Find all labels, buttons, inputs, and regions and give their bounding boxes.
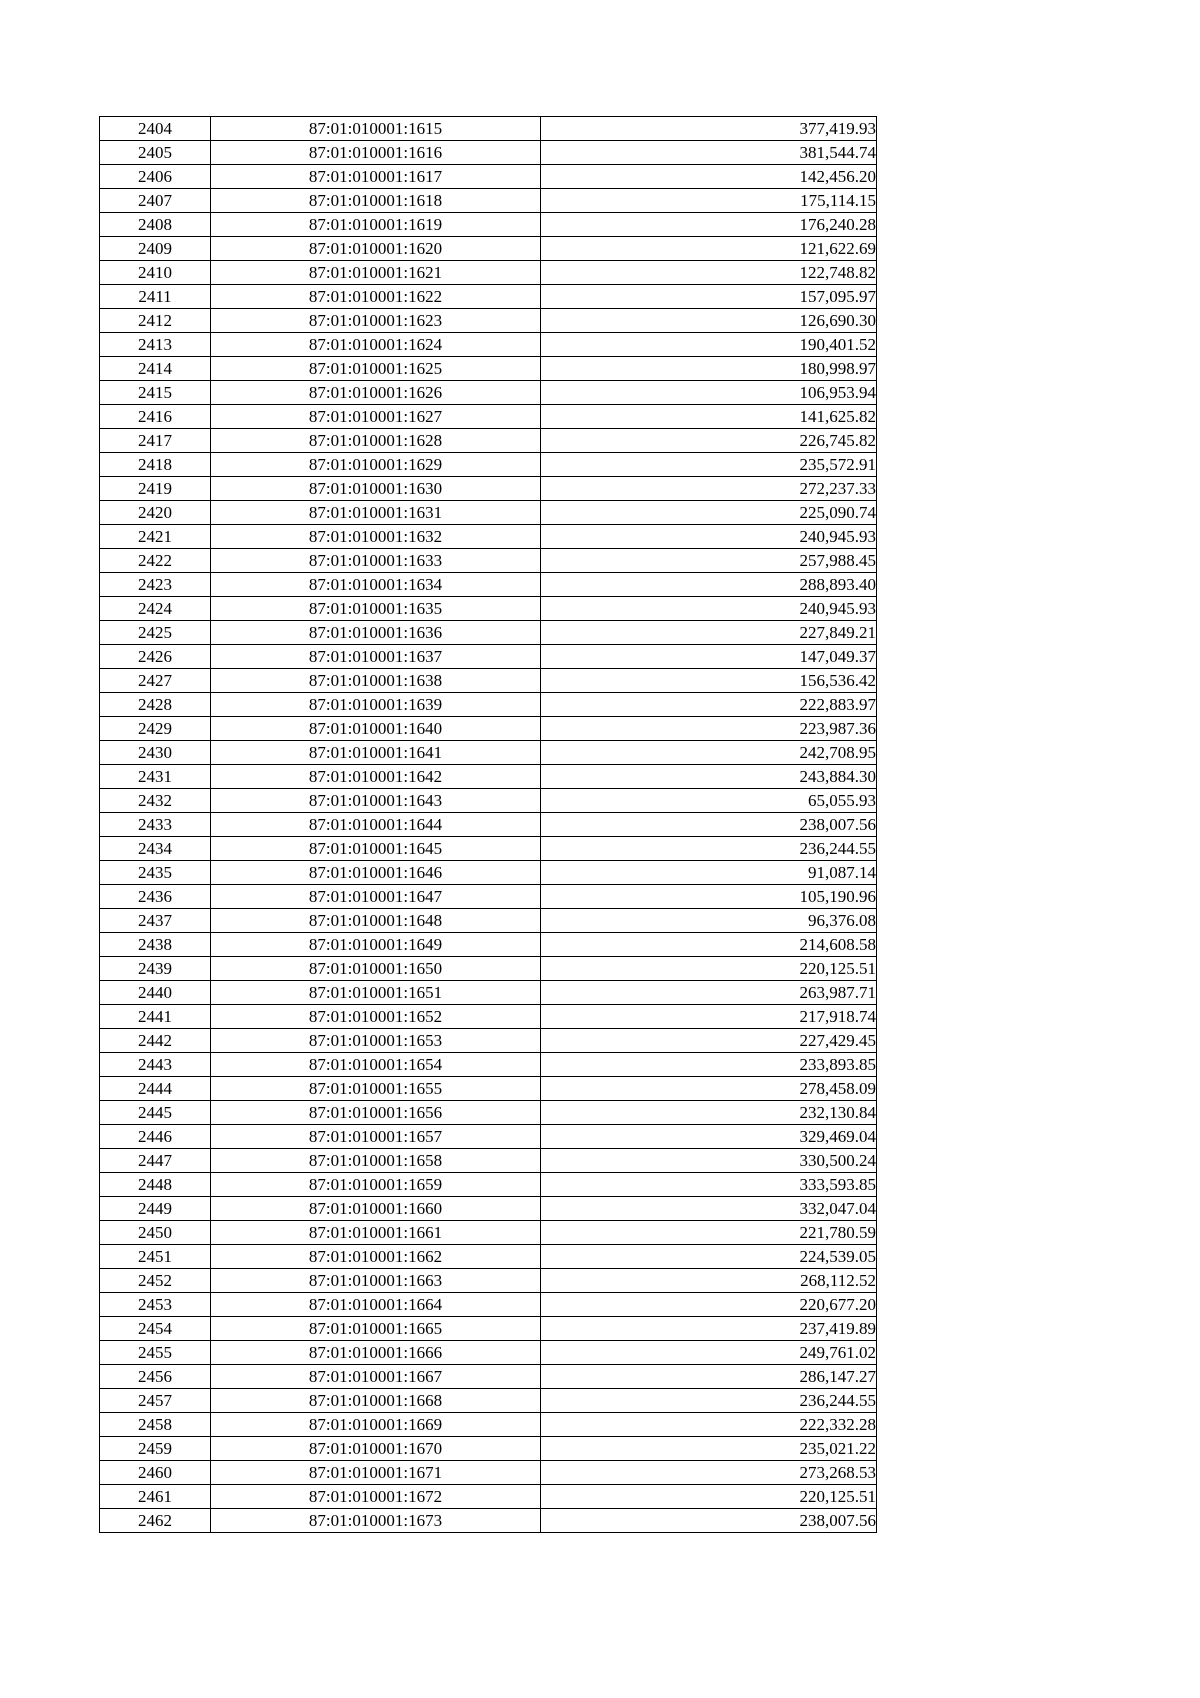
table-row: [100, 237, 877, 261]
value-cell: 235,021.22: [541, 1437, 877, 1461]
cadastral-number-cell: 87:01:010001:1639: [211, 693, 541, 717]
cadastral-number-cell: 87:01:010001:1649: [211, 933, 541, 957]
row-number-cell: 2431: [100, 765, 211, 789]
table-row: [100, 429, 877, 453]
cadastral-number-cell: 87:01:010001:1672: [211, 1485, 541, 1509]
cadastral-number-cell: 87:01:010001:1662: [211, 1245, 541, 1269]
cadastral-number-cell: 87:01:010001:1618: [211, 189, 541, 213]
table-row: [100, 1245, 877, 1269]
value-cell: 121,622.69: [541, 237, 877, 261]
cadastral-number-cell: 87:01:010001:1664: [211, 1293, 541, 1317]
row-number-cell: 2454: [100, 1317, 211, 1341]
cadastral-number-cell: 87:01:010001:1661: [211, 1221, 541, 1245]
value-cell: 381,544.74: [541, 141, 877, 165]
row-number-cell: 2425: [100, 621, 211, 645]
row-number-cell: 2443: [100, 1053, 211, 1077]
value-cell: 142,456.20: [541, 165, 877, 189]
cadastral-number-cell: 87:01:010001:1622: [211, 285, 541, 309]
table-row: [100, 1413, 877, 1437]
cadastral-number-cell: 87:01:010001:1628: [211, 429, 541, 453]
cadastral-number-cell: 87:01:010001:1673: [211, 1509, 541, 1533]
value-cell: 238,007.56: [541, 1509, 877, 1533]
table-row: [100, 477, 877, 501]
row-number-cell: 2453: [100, 1293, 211, 1317]
table-row: [100, 1173, 877, 1197]
table-row: [100, 1341, 877, 1365]
table-row: [100, 1437, 877, 1461]
row-number-cell: 2435: [100, 861, 211, 885]
table-row: [100, 1221, 877, 1245]
row-number-cell: 2461: [100, 1485, 211, 1509]
table-row: [100, 1197, 877, 1221]
table-row: [100, 717, 877, 741]
table-row: [100, 1485, 877, 1509]
value-cell: 106,953.94: [541, 381, 877, 405]
table-row: [100, 765, 877, 789]
table-row: [100, 141, 877, 165]
table-body: [100, 117, 877, 1533]
table-row: [100, 1149, 877, 1173]
table-row: [100, 309, 877, 333]
table-row: [100, 1389, 877, 1413]
value-cell: 257,988.45: [541, 549, 877, 573]
cadastral-number-cell: 87:01:010001:1671: [211, 1461, 541, 1485]
value-cell: 91,087.14: [541, 861, 877, 885]
row-number-cell: 2450: [100, 1221, 211, 1245]
cadastral-number-cell: 87:01:010001:1652: [211, 1005, 541, 1029]
row-number-cell: 2437: [100, 909, 211, 933]
cadastral-number-cell: 87:01:010001:1660: [211, 1197, 541, 1221]
cadastral-number-cell: 87:01:010001:1625: [211, 357, 541, 381]
table-row: [100, 669, 877, 693]
table-row: [100, 1509, 877, 1533]
row-number-cell: 2456: [100, 1365, 211, 1389]
value-cell: 65,055.93: [541, 789, 877, 813]
table-row: [100, 573, 877, 597]
table-row: [100, 285, 877, 309]
cadastral-number-cell: 87:01:010001:1659: [211, 1173, 541, 1197]
table-row: [100, 1365, 877, 1389]
row-number-cell: 2417: [100, 429, 211, 453]
cadastral-number-cell: 87:01:010001:1627: [211, 405, 541, 429]
row-number-cell: 2438: [100, 933, 211, 957]
row-number-cell: 2407: [100, 189, 211, 213]
cadastral-number-cell: 87:01:010001:1637: [211, 645, 541, 669]
table-row: [100, 981, 877, 1005]
table-row: [100, 813, 877, 837]
cadastral-number-cell: 87:01:010001:1645: [211, 837, 541, 861]
row-number-cell: 2452: [100, 1269, 211, 1293]
cadastral-number-cell: 87:01:010001:1647: [211, 885, 541, 909]
cadastral-number-cell: 87:01:010001:1640: [211, 717, 541, 741]
value-cell: 278,458.09: [541, 1077, 877, 1101]
value-cell: 329,469.04: [541, 1125, 877, 1149]
value-cell: 141,625.82: [541, 405, 877, 429]
table-row: [100, 741, 877, 765]
cadastral-number-cell: 87:01:010001:1668: [211, 1389, 541, 1413]
cadastral-value-table: [99, 116, 877, 1533]
cadastral-number-cell: 87:01:010001:1658: [211, 1149, 541, 1173]
value-cell: 222,332.28: [541, 1413, 877, 1437]
row-number-cell: 2457: [100, 1389, 211, 1413]
value-cell: 263,987.71: [541, 981, 877, 1005]
cadastral-number-cell: 87:01:010001:1642: [211, 765, 541, 789]
row-number-cell: 2422: [100, 549, 211, 573]
cadastral-number-cell: 87:01:010001:1635: [211, 597, 541, 621]
value-cell: 147,049.37: [541, 645, 877, 669]
value-cell: 224,539.05: [541, 1245, 877, 1269]
value-cell: 243,884.30: [541, 765, 877, 789]
row-number-cell: 2412: [100, 309, 211, 333]
row-number-cell: 2418: [100, 453, 211, 477]
row-number-cell: 2442: [100, 1029, 211, 1053]
table-row: [100, 909, 877, 933]
value-cell: 176,240.28: [541, 213, 877, 237]
table-row: [100, 621, 877, 645]
value-cell: 175,114.15: [541, 189, 877, 213]
table-row: [100, 189, 877, 213]
table-row: [100, 645, 877, 669]
value-cell: 220,125.51: [541, 957, 877, 981]
cadastral-number-cell: 87:01:010001:1620: [211, 237, 541, 261]
value-cell: 227,429.45: [541, 1029, 877, 1053]
cadastral-number-cell: 87:01:010001:1653: [211, 1029, 541, 1053]
row-number-cell: 2415: [100, 381, 211, 405]
cadastral-number-cell: 87:01:010001:1644: [211, 813, 541, 837]
table-row: [100, 1053, 877, 1077]
value-cell: 249,761.02: [541, 1341, 877, 1365]
row-number-cell: 2441: [100, 1005, 211, 1029]
value-cell: 333,593.85: [541, 1173, 877, 1197]
table-row: [100, 1029, 877, 1053]
value-cell: 330,500.24: [541, 1149, 877, 1173]
row-number-cell: 2405: [100, 141, 211, 165]
value-cell: 242,708.95: [541, 741, 877, 765]
table-row: [100, 1125, 877, 1149]
cadastral-number-cell: 87:01:010001:1626: [211, 381, 541, 405]
row-number-cell: 2434: [100, 837, 211, 861]
value-cell: 286,147.27: [541, 1365, 877, 1389]
table-row: [100, 1269, 877, 1293]
value-cell: 272,237.33: [541, 477, 877, 501]
cadastral-number-cell: 87:01:010001:1669: [211, 1413, 541, 1437]
row-number-cell: 2432: [100, 789, 211, 813]
row-number-cell: 2459: [100, 1437, 211, 1461]
row-number-cell: 2439: [100, 957, 211, 981]
table-row: [100, 861, 877, 885]
table-row: [100, 597, 877, 621]
row-number-cell: 2449: [100, 1197, 211, 1221]
value-cell: 233,893.85: [541, 1053, 877, 1077]
value-cell: 157,095.97: [541, 285, 877, 309]
row-number-cell: 2410: [100, 261, 211, 285]
value-cell: 240,945.93: [541, 597, 877, 621]
value-cell: 237,419.89: [541, 1317, 877, 1341]
cadastral-number-cell: 87:01:010001:1670: [211, 1437, 541, 1461]
row-number-cell: 2416: [100, 405, 211, 429]
cadastral-number-cell: 87:01:010001:1617: [211, 165, 541, 189]
value-cell: 235,572.91: [541, 453, 877, 477]
value-cell: 240,945.93: [541, 525, 877, 549]
table-row: [100, 789, 877, 813]
row-number-cell: 2436: [100, 885, 211, 909]
table-row: [100, 549, 877, 573]
row-number-cell: 2445: [100, 1101, 211, 1125]
row-number-cell: 2426: [100, 645, 211, 669]
cadastral-number-cell: 87:01:010001:1621: [211, 261, 541, 285]
row-number-cell: 2420: [100, 501, 211, 525]
value-cell: 96,376.08: [541, 909, 877, 933]
value-cell: 156,536.42: [541, 669, 877, 693]
value-cell: 217,918.74: [541, 1005, 877, 1029]
cadastral-number-cell: 87:01:010001:1638: [211, 669, 541, 693]
table-row: [100, 1317, 877, 1341]
value-cell: 220,677.20: [541, 1293, 877, 1317]
cadastral-number-cell: 87:01:010001:1615: [211, 117, 541, 141]
value-cell: 122,748.82: [541, 261, 877, 285]
value-cell: 214,608.58: [541, 933, 877, 957]
cadastral-number-cell: 87:01:010001:1650: [211, 957, 541, 981]
cadastral-number-cell: 87:01:010001:1655: [211, 1077, 541, 1101]
value-cell: 227,849.21: [541, 621, 877, 645]
row-number-cell: 2448: [100, 1173, 211, 1197]
table-row: [100, 1293, 877, 1317]
value-cell: 232,130.84: [541, 1101, 877, 1125]
cadastral-number-cell: 87:01:010001:1648: [211, 909, 541, 933]
table-row: [100, 933, 877, 957]
row-number-cell: 2409: [100, 237, 211, 261]
table-row: [100, 453, 877, 477]
row-number-cell: 2429: [100, 717, 211, 741]
value-cell: 377,419.93: [541, 117, 877, 141]
value-cell: 236,244.55: [541, 1389, 877, 1413]
value-cell: 273,268.53: [541, 1461, 877, 1485]
table-row: [100, 693, 877, 717]
row-number-cell: 2447: [100, 1149, 211, 1173]
cadastral-number-cell: 87:01:010001:1666: [211, 1341, 541, 1365]
table-row: [100, 165, 877, 189]
cadastral-number-cell: 87:01:010001:1634: [211, 573, 541, 597]
value-cell: 225,090.74: [541, 501, 877, 525]
cadastral-number-cell: 87:01:010001:1654: [211, 1053, 541, 1077]
cadastral-number-cell: 87:01:010001:1632: [211, 525, 541, 549]
cadastral-number-cell: 87:01:010001:1651: [211, 981, 541, 1005]
value-cell: 223,987.36: [541, 717, 877, 741]
table-row: [100, 261, 877, 285]
cadastral-number-cell: 87:01:010001:1657: [211, 1125, 541, 1149]
row-number-cell: 2423: [100, 573, 211, 597]
cadastral-number-cell: 87:01:010001:1641: [211, 741, 541, 765]
cadastral-number-cell: 87:01:010001:1624: [211, 333, 541, 357]
value-cell: 222,883.97: [541, 693, 877, 717]
table-row: [100, 1461, 877, 1485]
row-number-cell: 2411: [100, 285, 211, 309]
cadastral-number-cell: 87:01:010001:1663: [211, 1269, 541, 1293]
cadastral-number-cell: 87:01:010001:1656: [211, 1101, 541, 1125]
cadastral-number-cell: 87:01:010001:1636: [211, 621, 541, 645]
row-number-cell: 2455: [100, 1341, 211, 1365]
cadastral-number-cell: 87:01:010001:1667: [211, 1365, 541, 1389]
cadastral-number-cell: 87:01:010001:1646: [211, 861, 541, 885]
value-cell: 226,745.82: [541, 429, 877, 453]
row-number-cell: 2404: [100, 117, 211, 141]
table-row: [100, 1077, 877, 1101]
row-number-cell: 2446: [100, 1125, 211, 1149]
value-cell: 332,047.04: [541, 1197, 877, 1221]
row-number-cell: 2414: [100, 357, 211, 381]
row-number-cell: 2440: [100, 981, 211, 1005]
table-row: [100, 213, 877, 237]
row-number-cell: 2444: [100, 1077, 211, 1101]
table-row: [100, 117, 877, 141]
cadastral-number-cell: 87:01:010001:1623: [211, 309, 541, 333]
row-number-cell: 2406: [100, 165, 211, 189]
value-cell: 180,998.97: [541, 357, 877, 381]
cadastral-number-cell: 87:01:010001:1665: [211, 1317, 541, 1341]
table-row: [100, 957, 877, 981]
cadastral-number-cell: 87:01:010001:1629: [211, 453, 541, 477]
value-cell: 236,244.55: [541, 837, 877, 861]
row-number-cell: 2433: [100, 813, 211, 837]
table-row: [100, 885, 877, 909]
value-cell: 105,190.96: [541, 885, 877, 909]
cadastral-number-cell: 87:01:010001:1633: [211, 549, 541, 573]
table-row: [100, 405, 877, 429]
value-cell: 220,125.51: [541, 1485, 877, 1509]
row-number-cell: 2428: [100, 693, 211, 717]
table-row: [100, 357, 877, 381]
row-number-cell: 2408: [100, 213, 211, 237]
row-number-cell: 2460: [100, 1461, 211, 1485]
value-cell: 126,690.30: [541, 309, 877, 333]
table-row: [100, 501, 877, 525]
cadastral-number-cell: 87:01:010001:1631: [211, 501, 541, 525]
value-cell: 238,007.56: [541, 813, 877, 837]
table-row: [100, 525, 877, 549]
row-number-cell: 2451: [100, 1245, 211, 1269]
value-cell: 190,401.52: [541, 333, 877, 357]
cadastral-number-cell: 87:01:010001:1616: [211, 141, 541, 165]
table-row: [100, 1005, 877, 1029]
value-cell: 268,112.52: [541, 1269, 877, 1293]
row-number-cell: 2462: [100, 1509, 211, 1533]
cadastral-number-cell: 87:01:010001:1643: [211, 789, 541, 813]
table-row: [100, 837, 877, 861]
row-number-cell: 2413: [100, 333, 211, 357]
row-number-cell: 2419: [100, 477, 211, 501]
table-row: [100, 333, 877, 357]
row-number-cell: 2427: [100, 669, 211, 693]
table-row: [100, 381, 877, 405]
table-row: [100, 1101, 877, 1125]
row-number-cell: 2458: [100, 1413, 211, 1437]
row-number-cell: 2430: [100, 741, 211, 765]
value-cell: 288,893.40: [541, 573, 877, 597]
row-number-cell: 2421: [100, 525, 211, 549]
cadastral-number-cell: 87:01:010001:1619: [211, 213, 541, 237]
value-cell: 221,780.59: [541, 1221, 877, 1245]
cadastral-number-cell: 87:01:010001:1630: [211, 477, 541, 501]
row-number-cell: 2424: [100, 597, 211, 621]
